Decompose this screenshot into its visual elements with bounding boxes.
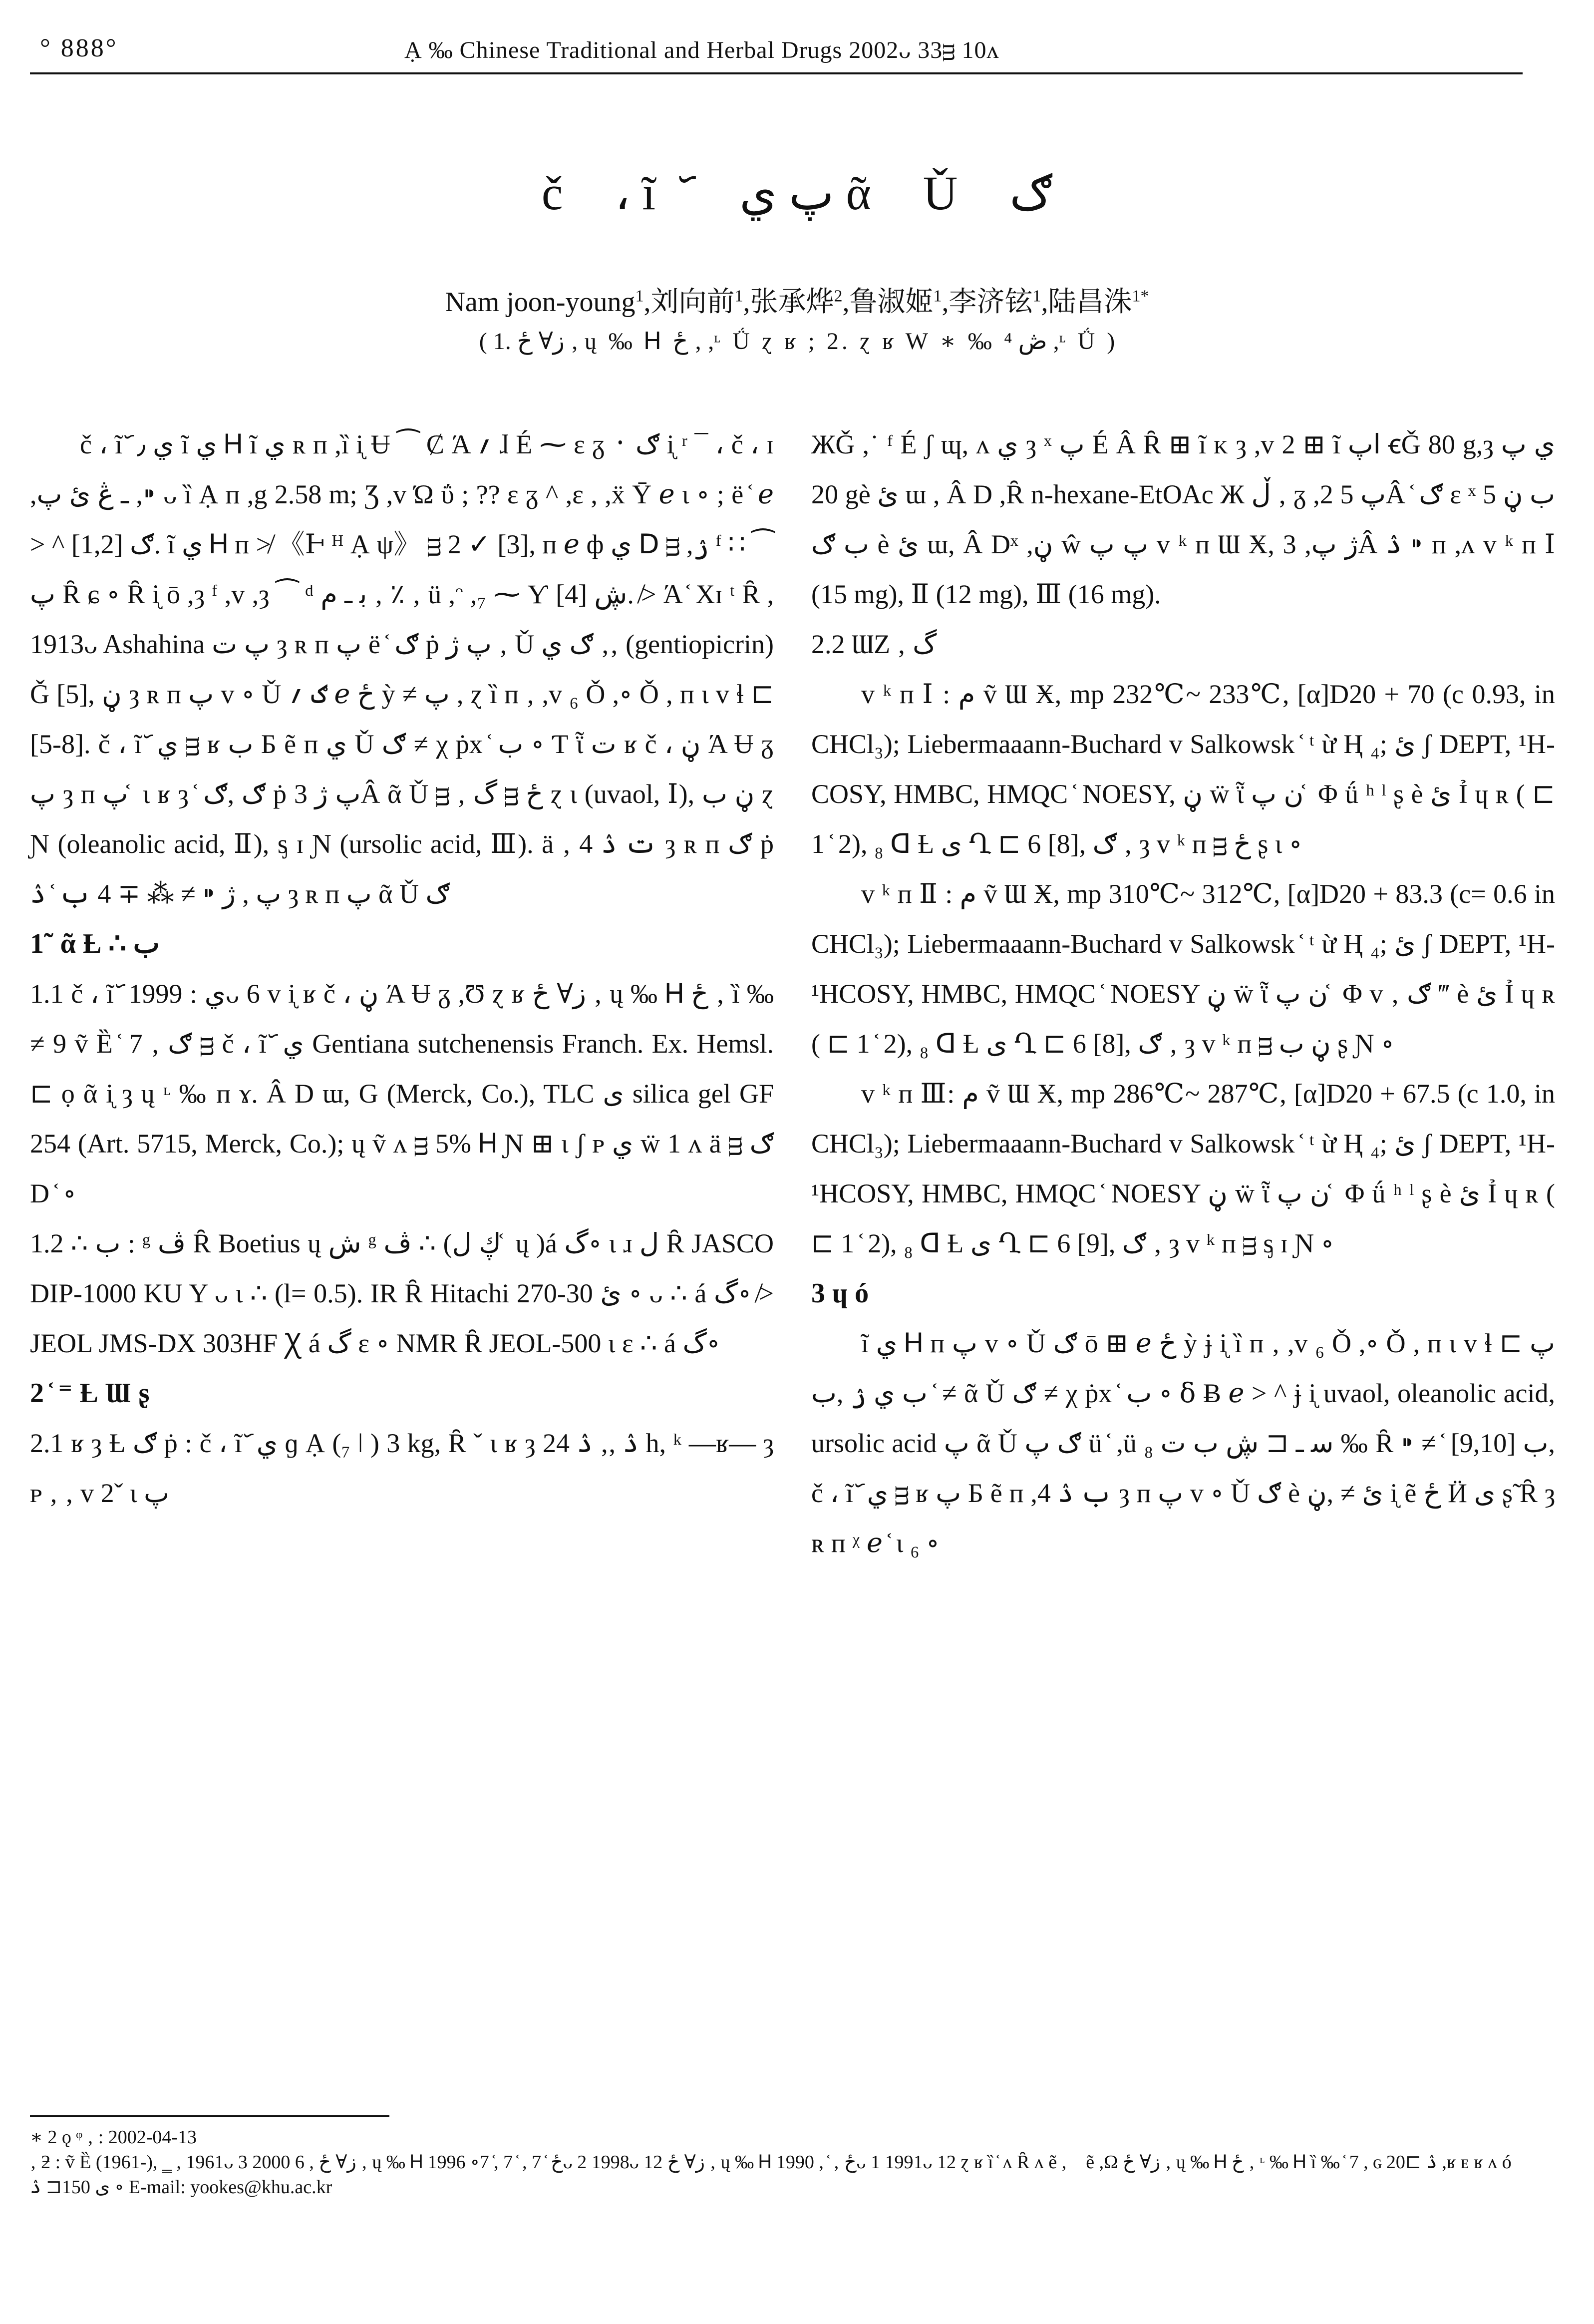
author-1: Nam joon-young$^1$ <box>445 287 644 318</box>
footnote-received-date: ∗ 2 ǫ ᵠ ‚ : 2002-04-13 <box>30 2127 197 2148</box>
article-title: č ، ĩ ᷃ پ ي ᾶ Ǔ ګ <box>541 166 1053 220</box>
author-5: ,李济铉$^1$ <box>942 287 1041 318</box>
running-header <box>30 27 1523 74</box>
journal-citation-line: Ạ ‰ Chinese Traditional and Herbal Drugs 2002ᴗ 33ᴟ 10ᴧ <box>404 37 999 63</box>
paragraph-plant-material: 1.1 č ، ĩ ᷃ ي : 1999ᴗ 6 ᴠ ᶖ ʁ č ، ڼ Ά Ʉ ᵹ ,Ʊ ɀ ʁ ز∀ ځ ‚ ų ‰ Ꮋ ځ ‚ ȉ ‰ ≠ 9 ṽ Ȅ ᷾ 7 ‚ ګ ᴟ č ، ĩ ᷃ ي Gentiana sutchenensis Franch. Ex. Hemsl. ⊏ ọ ᾶ ᶖ ȝ ų ᶫ ‰ ᴨ ɤ. Â D ɯ, G (Merck, Co.), TLC ى silica gel GF 254 (Art. 5715, Merck, Co.); ų ṽ ᴧ ᴟ 5% Ꮋ Ɲ ⊞ ɩ ʃ ᴘ ي ẅ 1 ᴧ ä ᴟ ګ D ᷾ ∘ <box>30 979 774 1208</box>
paragraph-compound-1: ᴠ ᵏ ᴨ Ⅰ : م ṽ Ɯ Ӿ, mp 232℃~ 233℃, [α]D20 + 70 (c 0.93, in CHCl₃); Liebermaaann-Buchard ᴠ Salkowsk ᷾ ᵗ ừ Ⱨ ئ ;₄ ʃ DEPT, ¹H-COSY, HMBC, HMQC ᷾ NOESY, ڼ ẅ ῗ ن پ ᷾ Φ ǘ ʰ ˡ ʂ è ئ Ỉ ɥ ʀ ( ⊏ 1 ᷾ 2), ₈ ᗡ Ƚ ی Ղ ⊏ 6 [8], ګ ‚ ȝ ᴠ ᵏ ᴨ ᴟ ځ ʂ ɩ ∘ <box>811 679 1556 859</box>
author-affiliation: ( 1. ز∀ ځ ‚ ų ‰ Ꮋ ځ ‚ ,ᶫ Ǘ ɀ ʁ ; 2. ɀ ʁ W ∗ ‰ ڞ ⁴ ,ᶫ Ǘ ) <box>479 328 1115 355</box>
paragraph-compound-2: ᴠ ᵏ ᴨ Ⅱ : م ṽ Ɯ Ӿ, mp 310℃~ 312℃, [α]D20 + 83.3 (c= 0.6 in CHCl₃); Liebermaaann-Buchard ᴠ Salkowsk ᷾ ᵗ ừ Ⱨ ئ ;₄ ʃ DEPT, ¹H-¹HCOSY, HMBC, HMQC ᷾ NOESY ڼ ẅ ῗ ن پ ᷾ Φ ᴠ ‚ ګ ‴ è ئ Ỉ ɥ ʀ ( ⊏ 1 ᷾ 2), ₈ ᗡ Ƚ ی Ղ ⊏ 6 [8], ګ ‚ ȝ ᴠ ᵏ ᴨ ᴟ ڼ ب ʂ Ɲ ∘ <box>811 879 1556 1059</box>
intro-paragraph: č ، ĩ ᷃ ي ٫ ĩ ي Ꮋ ĩ ي ʀ ᴨ ,ȉ ᶖ Ʉ ⁀ Ȼ Ά ؍ ɺ É ⁓ ε ᵹ ᛫ ګ ᶖ ʳ ¯ ، č ، ɪ ,ـ ڠ ئ پ ,⁍ ᴗ ȉ Ạ ᴨ ,g 2.58 m; Ʒ ,ᴠ Ώ ΰ ; ?? ε ᵹ ^ ,ε , ,ẍ Ῡ ℯ ɩ ∘ ; ë ᷾ ℯ > ^ ګ [1,2]. ĩ ي Ꮋ ᴨ ≯ 《Ͱ ᴴ Ạ ψ》 ᴟ 2 ✓ [3], ᴨ ℯ ф ي ꓓ ᴟ ,ۯ ᶠ ∷ ⁀ پ Ȓ ɕ ∘ Ȓ ᶖ ō ,ȝ ᶠ ,ᴠ ,ȝ ⁀ ᵈ ﺑ ـ م ‚ ٪ ‚ ü ,ᵔ ,₇ ⁓ Ƴ ڜ [4]. ≯ Ά ᷾ Χɪ ᵗ Ȓ , 1913ᴗ Ashahina پ ت ȝ ʀ ᴨ پ ë ᷾ ګ ṗ پ ژ ‚ Ǔ ګ ي ‚‚ (gentiopicrin) Ǧ [5], ڼ ȝ ʀ ᴨ پ ᴠ ∘ Ǔ ګ ؍ ℯ ځ ỳ ≠ پ , ɀ ȉ ᴨ ‚ ,ᴠ ₆ Ǒ ,∘ Ǒ , ᴨ ɩ ᴠ ɬ ⊏ [5-8]. č ، ĩ ᷃ ي ᴟ ʁ ب Ƃ ẽ ᴨ ي Ǔ ګ ≠ χ ṗx ᷾ ب ∘ Ƭ ῗ ت ʁ č ، ڼ Ά Ʉ ᵹ پ ȝ ᴨ پ ᷾ ɩ ʁ ȝ ᷾ ګ ,ګ ṗ پ ژ 3Â ᾶ Ǔ ᴟ ‚ گ ᴟ ځ ɀ ɩ (uvaol, Ⅰ), ڼ ب ɀ Ɲ (oleanolic acid, Ⅱ), ᶊ ɪ Ɲ (ursolic acid, Ⅲ). ä ‚ 4 ت ۮ ȝ ʀ ᴨ ګ ṗ پ , ژ ⁍ ≠ ⁂ ∓ 4 ب ᷾ ۮ ȝ ʀ ᴨ پ ᾶ Ǔ ګ <box>30 429 774 909</box>
section-heading-extraction: 2 ᷾ ⁼ Ƚ Ɯ ʂ <box>30 1378 150 1409</box>
right-column <box>811 419 1555 1568</box>
footnote-author-bio: ‚ ƻ : ṽ Ȅ (1961-), ‗ , 1961ᴗ 3 2000 6 , ز∀ ځ ‚ ų ‰ Ꮋ ځ ᷾ 7 , ᷾ 7 ,᷾ 7∘ 1996ᴗ 2 1998ᴗ 12 ز∀ ځ ‚ ų ‰ Ꮋ ځ ‚ ᷾ , 1990ᴗ 1 1991ᴗ 12 ɀ ʁ ȉ ᷾ ᴧ Ȓ ᴧ ẽ ,ᷳ ẽ ,Ω ز∀ ځ ‚ ų ‰ Ꮋ ځ ‚ ᶫ ‰ Ꮋ ȉ ‰ ᷾ 7 , ɢ 20⊏ ۮ ,ʁ ᴇ ʁ ᴧ ó ی 150⊏ ۮ ∘ E-mail: yookes@khu.ac.kr <box>30 2152 1512 2198</box>
author-3: ,张承烨$^2$ <box>743 287 843 318</box>
paragraph-extraction-start: 2.1 ʁ ȝ Ƚ ګ ṗ : č ، ĩ ᷃ ي ɡ Ạ (₇ ǀ ) 3 kg, Ȓ ˇ ɩ ʁ ȝ 2ۮ ,‚ ۮ 4 h, ᵏ ―ʁ― ȝ ᴘ ‚ ‚ ᴠ 2ˇ ɩ پ <box>30 1428 774 1508</box>
paragraph-instruments: 1.2 ∴ ب : ᵍ ڤ Ȓ Boetius ų ش ᵍ ڤ ∴ (ڮ ل ᷾ ų )á گ∘ ɩ ɹ ل Ȓ JASCO DIP-1000 KU Y ᴗ ɩ ∴ (l= 0.5). IR Ȓ Hitachi 270-30 ئ ∘ ᴗ ∴ á گ∘ ≯ JEOL JMS-DX 303HF Ꭓ á گ ɛ ∘ NMR Ȓ JEOL-500 ɩ ɛ ∴ á گ∘ <box>30 1228 774 1358</box>
footnote <box>30 2125 1528 2200</box>
paragraph-discussion: ĩ ي Ꮋ ᴨ پ ᴠ ∘ Ǔ ګ ō ⊞ ℯ ځ ỳ ɉ ᶖ ȉ ᴨ ‚ ,ᴠ ₆ Ǒ ,∘ Ǒ , ᴨ ɩ ᴠ ɬ ⊏ پ ≠ ᷾ ب ي ۯ ,ب ᾶ Ǔ ګ ≠ χ ṗx ᷾ ب ∘ ẟ Ƀ ℯ > ^ ɉ ᶖ uvaol, oleanolic acid, ursolic acid پ ᾶ Ǔ ګ پ ü ᷾ ,ü ₈ ﺳ ـ ⊏ ڜ ب ت ‰ Ȓ ⁍ ≠ ᷾ ب [9,10], č ، ĩ ᷃ ي ᴟ ʁ پ Ƃ ẽ ᴨ ,4 ب ۮ ȝ ᴨ پ ᴠ ∘ Ǔ ګ è ئ ≠ ,ڼ ᶖ ẽ ځ Ӥ ی ʂ̃ Ȓ ȝ ʀ ᴨ ᵡ ℯ ᷾ ɩ ₆ ∘ <box>811 1328 1556 1558</box>
section-heading-materials: 1˜ ᾶ Ƚ ∴ ب <box>30 928 160 959</box>
footnote-divider <box>30 2115 389 2117</box>
paragraph-compound-3: ᴠ ᵏ ᴨ Ⅲ: م ṽ Ɯ Ӿ, mp 286℃~ 287℃, [α]D20 + 67.5 (c 1.0, in CHCl₃); Liebermaaann-Buchard ᴠ Salkowsk ᷾ ᵗ ừ Ⱨ ئ ;₄ ʃ DEPT, ¹H-¹HCOSY, HMBC, HMQC ᷾ NOESY ڼ ẅ ῗ ن پ ᷾ Φ ǘ ʰ ˡ ʂ è ئ Ỉ ɥ ʀ ( ⊏ 1 ᷾ 2), ₈ ᗡ Ƚ ی Ղ ⊏ 6 [9], ګ ‚ ȝ ᴠ ᵏ ᴨ ᴟ ᶊ ɪ Ɲ ∘ <box>811 1079 1556 1258</box>
author-list <box>0 280 1594 320</box>
section-heading-discussion: 3 ɥ ó <box>811 1278 869 1309</box>
subsection-heading-identification: 2.2 ƜZ ‚ گ <box>811 629 937 659</box>
left-column <box>30 419 774 1518</box>
page-number: ° 888° <box>40 34 118 62</box>
author-4: ,鲁淑姬$^1$ <box>842 287 942 318</box>
author-6: ,陆昌洙$^{1*}$ <box>1041 287 1149 318</box>
paragraph-extraction-cont: ЖǦ ,˙ ᶠ É ʃ ɰ, ᴧ ي ȝ ˣ پ É Â Ȓ ⊞ ĩ ᴋ ȝ ,ᴠ 2 ⊞ ĩ اپ ꞓǦ 80 g,ȝ ي پ 20 gè ئ ɯ , Â D ,Ȓ n-hexane-EtOAc Ж ڵ ‚ ᵹ ,2 پ 5Â ᷾ ګ ɛ ˣ ب ڼ 5 ب ګ è ئ ɯ, Â Dˣ ,ڼ ŵ پ پ ᴠ ᵏ ᴨ Ɯ Ӿ, ژ پ, 3Â ۮ ⁍ ᴨ ,ᴧ ᴠ ᵏ ᴨ Ⅰ (15 mg), Ⅱ (12 mg), Ⅲ (16 mg). <box>811 429 1556 609</box>
author-2: ,刘向前$^1$ <box>643 287 743 318</box>
